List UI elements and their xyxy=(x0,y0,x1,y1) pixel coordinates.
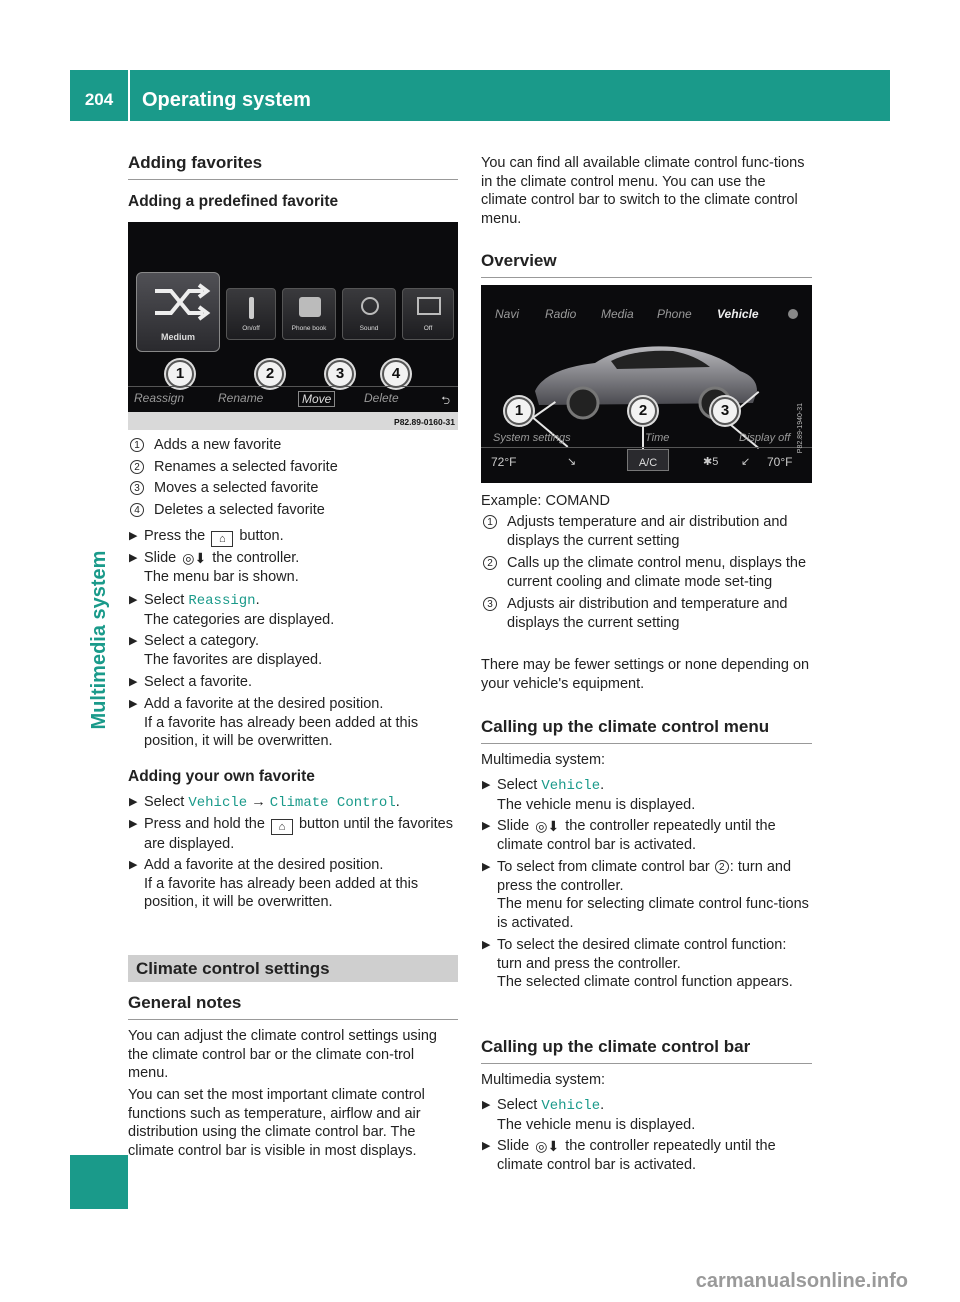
callout-1: 1 xyxy=(505,397,533,425)
display-off-label: Display off xyxy=(739,432,791,444)
step-text: Press the xyxy=(144,528,206,544)
tile-label-sound: Sound xyxy=(359,325,379,332)
number-circle: 4 xyxy=(130,503,144,517)
legend-item xyxy=(481,554,812,591)
fewer-settings-note: There may be fewer settings or none depending on your vehicle's equipment. xyxy=(481,657,810,692)
step-text: . xyxy=(600,1097,605,1113)
step-text: Select xyxy=(144,794,185,810)
step-select-function xyxy=(481,936,812,992)
climate-bar-separator xyxy=(481,447,812,448)
sound-icon xyxy=(361,297,379,315)
step-arrow-icon: ▶ xyxy=(129,859,138,871)
step-arrow-icon: ▶ xyxy=(129,698,138,710)
step-select-vehicle xyxy=(481,776,812,814)
general-notes-p2: You can set the most important climate control functions such as temperature, airflow and air distribution using the climate control bar. The climate control bar is visible in most displays. xyxy=(128,1087,425,1159)
arrow-right-icon: → xyxy=(251,794,266,810)
legend-text: Moves a selected favorite xyxy=(154,480,319,496)
step-select-favorite xyxy=(128,673,458,692)
step-arrow-icon: ▶ xyxy=(482,1140,491,1152)
legend-item xyxy=(128,501,458,520)
step-text: . xyxy=(600,777,605,793)
section-title-adding-favorites: Adding favorites xyxy=(128,152,458,180)
menu-move: Move xyxy=(298,391,335,407)
section-title-overview: Overview xyxy=(481,250,812,278)
step-select-reassign xyxy=(128,591,458,629)
step-add-favorite xyxy=(128,695,458,751)
air-distribution-right-icon: ↙ xyxy=(741,456,751,468)
step-arrow-icon: ▶ xyxy=(129,635,138,647)
legend-item xyxy=(128,436,458,455)
tile-label-medium: Medium xyxy=(160,332,195,342)
legend-item xyxy=(481,513,812,550)
legend-overview xyxy=(481,513,812,635)
step-result: The vehicle menu is displayed. xyxy=(497,1116,696,1133)
back-icon: ⮌ xyxy=(441,395,450,407)
subsection-title-own: Adding your own favorite xyxy=(128,768,315,785)
tab-radio: Radio xyxy=(545,307,577,321)
step-arrow-icon: ▶ xyxy=(482,939,491,951)
legend-text: Calls up the climate control menu, displays the current cooling and climate mode set-ting xyxy=(507,555,807,590)
step-text: Select xyxy=(144,592,185,608)
side-tab-label: Multimedia system xyxy=(87,550,110,730)
step-text: To select the desired climate control function: turn and press the controller. xyxy=(497,937,787,972)
climate-intro: You can find all available climate control func-tions in the climate control menu. You can use the climate control bar to switch to the climate control menu. xyxy=(481,155,805,227)
step-text: the controller repeatedly until the climate control bar is activated. xyxy=(497,818,776,853)
step-select-vehicle-climate xyxy=(128,793,458,813)
step-text: : turn and press the controller. xyxy=(497,859,792,894)
step-text: Select xyxy=(497,777,538,793)
section-title-climate-bar: Calling up the climate control bar xyxy=(481,1036,812,1064)
controller-slide-icon: ◎⬇ xyxy=(535,1138,560,1154)
shuffle-icon xyxy=(137,273,221,333)
tile-label-phonebook: Phone book xyxy=(291,325,327,332)
step-slide-repeatedly-bar xyxy=(481,1137,812,1174)
bar-subtitle: Multimedia system: xyxy=(481,1072,606,1088)
step-result: The menu for selecting climate control func-tions is activated. xyxy=(497,896,809,931)
step-result: The menu bar is shown. xyxy=(144,568,299,585)
step-text: Select a favorite. xyxy=(144,674,252,690)
number-circle: 1 xyxy=(130,438,144,452)
step-press-home xyxy=(128,527,458,547)
thermometer-icon xyxy=(249,297,254,319)
menu-item-reassign: Reassign xyxy=(188,593,256,609)
step-text: button until the favorites are displayed. xyxy=(144,816,453,852)
step-text: the controller repeatedly until the climate control bar is activated. xyxy=(497,1138,776,1173)
step-add-own-favorite xyxy=(128,856,458,912)
step-text: Add a favorite at the desired position. xyxy=(144,857,384,873)
step-result: The categories are displayed. xyxy=(144,611,335,628)
tab-vehicle: Vehicle xyxy=(717,307,759,321)
temp-left: 72°F xyxy=(491,455,517,469)
step-arrow-icon: ▶ xyxy=(482,861,491,873)
step-press-hold-home xyxy=(128,815,458,854)
tile-label-onoff: On/off xyxy=(242,325,260,332)
callout-3: 3 xyxy=(711,397,739,425)
header-bar xyxy=(70,70,890,121)
callout-1: 1 xyxy=(166,360,194,388)
time-label: Time xyxy=(645,432,670,444)
legend-text: Adjusts temperature and air distribution and displays the current setting xyxy=(507,514,788,549)
legend-item xyxy=(128,479,458,498)
page-title: Operating system xyxy=(142,89,311,111)
step-arrow-icon: ▶ xyxy=(129,796,138,808)
step-arrow-icon: ▶ xyxy=(129,552,138,564)
step-select-from-bar xyxy=(481,858,812,932)
step-arrow-icon: ▶ xyxy=(129,818,138,830)
step-text: . xyxy=(395,794,400,810)
step-text: . xyxy=(255,592,260,608)
step-result: If a favorite has already been added at this position, it will be overwritten. xyxy=(144,875,419,910)
tile-sound xyxy=(342,288,396,340)
general-notes-p1: You can adjust the climate control settings using the climate control bar or the climate con-trol menu. xyxy=(128,1028,437,1081)
vehicle-screen-image xyxy=(481,285,812,483)
number-circle: 3 xyxy=(130,481,144,495)
menu-item-vehicle: Vehicle xyxy=(541,778,601,794)
section-band-climate: Climate control settings xyxy=(128,955,458,982)
number-circle: 3 xyxy=(483,597,497,611)
callout-2: 2 xyxy=(256,360,284,388)
step-arrow-icon: ▶ xyxy=(129,594,138,606)
menu-reassign: Reassign xyxy=(134,391,185,405)
legend-text: Adjusts air distribution and temperature and displays the current setting xyxy=(507,596,788,631)
menu-item-vehicle: Vehicle xyxy=(541,1098,601,1114)
step-result: If a favorite has already been added at this position, it will be overwritten. xyxy=(144,714,419,749)
legend-text: Adds a new favorite xyxy=(154,437,282,453)
temp-right: 70°F xyxy=(767,455,793,469)
legend-item xyxy=(128,458,458,477)
menu-subtitle: Multimedia system: xyxy=(481,752,606,768)
section-title-climate-menu: Calling up the climate control menu xyxy=(481,716,812,744)
number-circle: 2 xyxy=(483,556,497,570)
footer-watermark: carmanualsonline.info xyxy=(695,1270,908,1292)
legend-predefined xyxy=(128,436,458,522)
settings-dot-icon xyxy=(788,309,798,319)
menu-delete: Delete xyxy=(364,391,399,405)
step-text: Select a category. xyxy=(144,633,259,649)
fan-level: 5 xyxy=(712,456,719,468)
favorites-screen-image xyxy=(128,222,458,430)
image-code: P82.89-1940-31 xyxy=(796,403,804,454)
step-arrow-icon: ▶ xyxy=(129,676,138,688)
step-result: The vehicle menu is displayed. xyxy=(497,796,696,813)
step-slide-repeatedly xyxy=(481,817,812,854)
step-slide-controller xyxy=(128,549,458,586)
step-select-category xyxy=(128,632,458,669)
step-result: The selected climate control function appears. xyxy=(497,974,793,990)
subsection-title-predefined: Adding a predefined favorite xyxy=(128,193,339,210)
step-text: Slide xyxy=(497,1138,530,1154)
tile-label-off: Off xyxy=(423,325,433,332)
controller-slide-icon: ◎⬇ xyxy=(182,550,207,566)
callout-4: 4 xyxy=(382,360,410,388)
number-circle: 1 xyxy=(483,515,497,529)
legend-text: Renames a selected favorite xyxy=(154,458,338,475)
menu-rename: Rename xyxy=(218,391,264,405)
menu-separator xyxy=(128,386,458,387)
legend-item xyxy=(481,595,812,632)
step-result: The favorites are displayed. xyxy=(144,651,323,668)
display-off-icon xyxy=(417,297,441,315)
step-text: button. xyxy=(239,528,284,544)
step-text: Add a favorite at the desired position. xyxy=(144,696,384,712)
step-arrow-icon: ▶ xyxy=(482,820,491,832)
callout-2: 2 xyxy=(629,397,657,425)
tile-phonebook xyxy=(282,288,336,340)
home-button-icon: ⌂ xyxy=(211,531,233,547)
callout-3: 3 xyxy=(326,360,354,388)
step-text: Press and hold the xyxy=(144,816,265,832)
tile-off xyxy=(402,288,454,340)
ac-button xyxy=(627,449,669,471)
tile-onoff xyxy=(226,288,276,340)
header-divider xyxy=(128,70,130,121)
step-arrow-icon: ▶ xyxy=(482,1099,491,1111)
step-arrow-icon: ▶ xyxy=(482,779,491,791)
step-text: Select xyxy=(497,1097,538,1113)
step-text: To select from climate control bar xyxy=(497,859,710,875)
step-select-vehicle-bar xyxy=(481,1096,812,1134)
image-code: P82.89-0160-31 xyxy=(394,417,455,427)
page-number: 204 xyxy=(84,90,114,109)
number-circle: 2 xyxy=(130,460,144,474)
air-distribution-left-icon: ↘ xyxy=(567,456,577,468)
number-circle: 2 xyxy=(715,860,729,874)
section-title-general-notes: General notes xyxy=(128,992,458,1020)
side-tab-marker xyxy=(70,1155,128,1209)
medium-tile xyxy=(136,272,220,352)
ac-label: A/C xyxy=(638,457,658,469)
tab-phone: Phone xyxy=(657,307,692,321)
phone-book-icon xyxy=(299,297,321,317)
step-arrow-icon: ▶ xyxy=(129,530,138,542)
step-text: the controller. xyxy=(212,550,300,566)
controller-slide-icon: ◎⬇ xyxy=(535,818,560,834)
image-caption-bar xyxy=(128,412,458,430)
step-text: Slide xyxy=(497,818,530,834)
menu-item-vehicle: Vehicle xyxy=(188,795,248,811)
menu-item-climate-control: Climate Control xyxy=(269,795,396,811)
legend-text: Deletes a selected favorite xyxy=(154,501,325,518)
step-text: Slide xyxy=(144,550,177,566)
example-caption: Example: COMAND xyxy=(481,493,610,509)
system-settings-label: System settings xyxy=(493,432,571,444)
fan-icon: ✱5 xyxy=(703,456,719,468)
home-button-icon: ⌂ xyxy=(271,819,293,835)
tab-navi: Navi xyxy=(495,307,520,321)
tab-media: Media xyxy=(601,307,634,321)
